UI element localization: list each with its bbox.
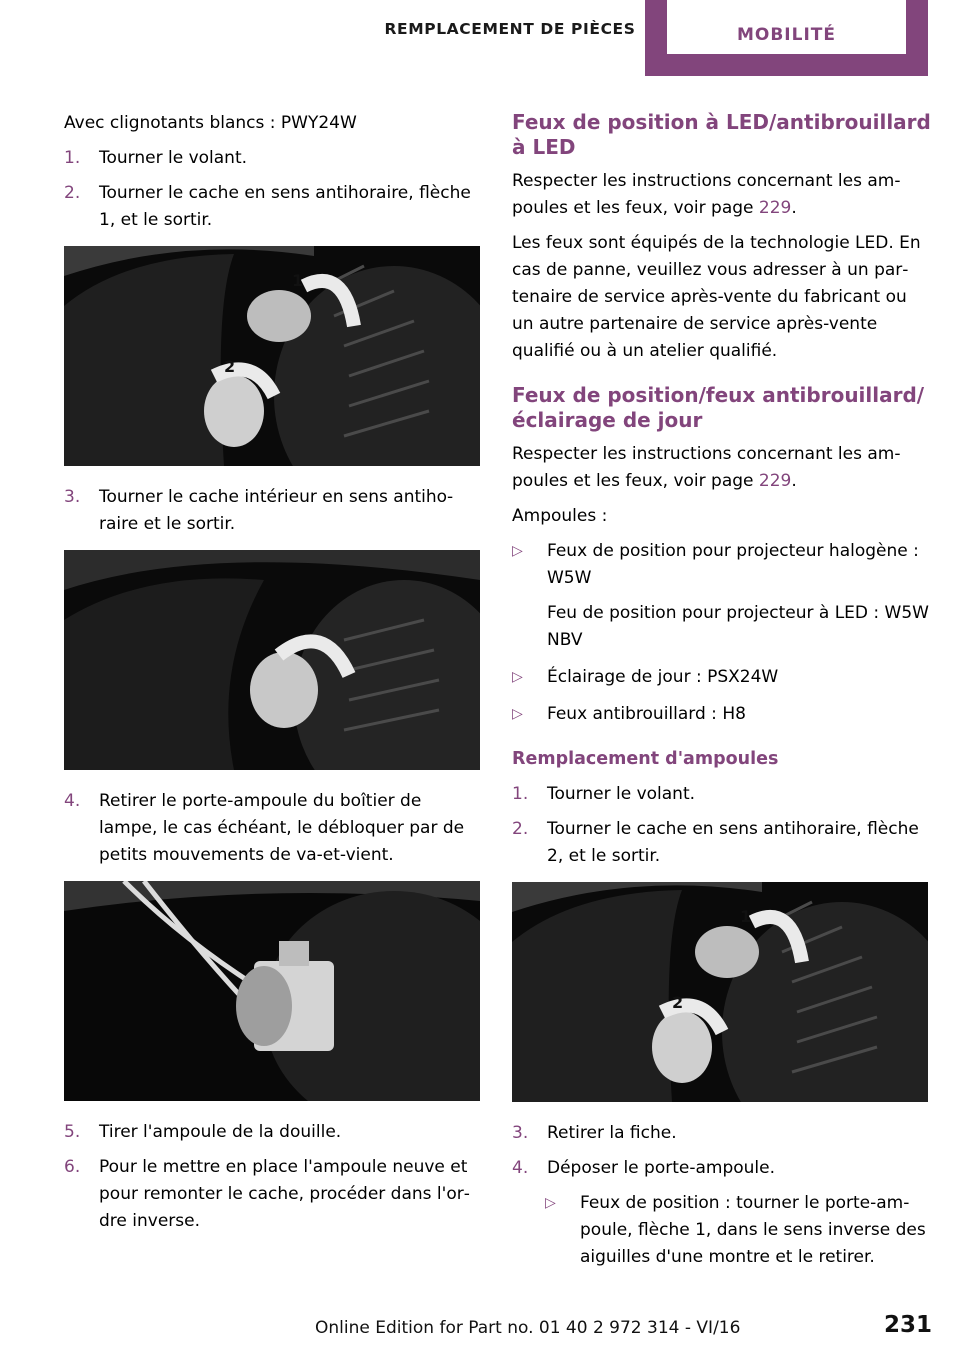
step-text: Déposer le porte-ampoule. bbox=[547, 1158, 776, 1178]
list-item bbox=[512, 781, 932, 808]
step-number: 3. bbox=[64, 487, 81, 507]
figure-callout-label: 1 bbox=[740, 907, 752, 926]
step-text: Tourner le volant. bbox=[99, 148, 248, 168]
list-item bbox=[64, 484, 484, 538]
subsection-heading: Remplacement d'ampoules bbox=[512, 749, 779, 769]
figure-cover-arrows-2 bbox=[512, 882, 928, 1102]
page-link[interactable]: 229 bbox=[758, 198, 792, 218]
paragraph: Les feux sont équipés de la technologie LED. En cas de panne, veuillez vous adresser à un partenaire de service après-vente du fabricant ou un autre partenaire de service après-vente qualifié ou à un atelier qualifié. bbox=[512, 233, 921, 361]
paragraph: Respecter les instructions concernant les ampoules et les feux, voir page 229. bbox=[512, 444, 901, 491]
list-item bbox=[64, 788, 484, 869]
list-item bbox=[64, 1119, 484, 1146]
bullet-subtext: Feu de position pour projecteur à LED : W5W NBV bbox=[547, 603, 929, 650]
step-number: 5. bbox=[64, 1122, 81, 1142]
bullet-icon: ▷ bbox=[512, 706, 523, 722]
page-link[interactable]: 229 bbox=[758, 471, 792, 491]
section-heading-position: Feux de position/feux antibrouillard/ éclairage de jour bbox=[512, 383, 925, 432]
list-item bbox=[512, 538, 932, 654]
step-text: Pour le mettre en place l'ampoule neuve et pour remonter le cache, procéder dans l'ordre inverse. bbox=[99, 1157, 470, 1231]
left-column bbox=[64, 110, 484, 1243]
list-item bbox=[512, 816, 932, 870]
step-text: Tourner le cache intérieur en sens antihoraire et le sortir. bbox=[99, 487, 454, 534]
bullet-text: Éclairage de jour : PSX24W bbox=[547, 667, 779, 687]
list-item bbox=[545, 1190, 932, 1271]
bullet-text: Feux de position : tourner le porte-ampoule, flèche 1, dans le sens inverse des aiguilles d'une montre et le retirer. bbox=[580, 1193, 926, 1267]
footer-edition: Online Edition for Part no. 01 40 2 972 314 - VI/16 bbox=[315, 1318, 741, 1338]
bullet-icon: ▷ bbox=[545, 1195, 556, 1211]
step-number: 2. bbox=[64, 183, 81, 203]
bullet-text: Feux antibrouillard : H8 bbox=[547, 704, 746, 724]
chapter-tab bbox=[645, 0, 928, 76]
step-text: Tourner le cache en sens antihoraire, flèche 1, et le sortir. bbox=[99, 183, 471, 230]
list-item bbox=[64, 180, 484, 234]
bullet-icon: ▷ bbox=[512, 543, 523, 559]
page-number: 231 bbox=[884, 1312, 933, 1338]
step-number: 4. bbox=[512, 1158, 529, 1178]
figure-inner-cover bbox=[64, 550, 480, 770]
step-text: Tourner le cache en sens antihoraire, flèche 2, et le sortir. bbox=[547, 819, 919, 866]
step-text: Tourner le volant. bbox=[547, 784, 696, 804]
list-item bbox=[512, 664, 932, 691]
step-number: 1. bbox=[64, 148, 81, 168]
figure-callout-label: 1 bbox=[292, 271, 304, 290]
list-item bbox=[64, 145, 484, 172]
bullet-icon: ▷ bbox=[512, 669, 523, 685]
right-column bbox=[512, 110, 932, 1281]
step-number: 6. bbox=[64, 1157, 81, 1177]
section-heading-led: Feux de position à LED/antibrouillard à LED bbox=[512, 110, 931, 159]
intro-text: Avec clignotants blancs : PWY24W bbox=[64, 113, 357, 133]
paragraph: Respecter les instructions concernant les ampoules et les feux, voir page 229. bbox=[512, 171, 901, 218]
step-number: 4. bbox=[64, 791, 81, 811]
figure-bulb-holder bbox=[64, 881, 480, 1101]
step-number: 1. bbox=[512, 784, 529, 804]
step-number: 3. bbox=[512, 1123, 529, 1143]
figure-callout-label: 2 bbox=[672, 993, 684, 1012]
list-item bbox=[64, 1154, 484, 1235]
ampoules-label: Ampoules : bbox=[512, 506, 608, 526]
list-item bbox=[512, 1120, 932, 1147]
list-item bbox=[512, 1155, 932, 1182]
step-number: 2. bbox=[512, 819, 529, 839]
figure-cover-arrows bbox=[64, 246, 480, 466]
step-text: Retirer la fiche. bbox=[547, 1123, 677, 1143]
step-text: Retirer le porte-ampoule du boîtier de lampe, le cas échéant, le débloquer par de petits mouvements de va-et-vient. bbox=[99, 791, 465, 865]
chapter-tab-label: MOBILITÉ bbox=[667, 0, 906, 54]
bullet-text: Feux de position pour projecteur halogène : W5W bbox=[547, 541, 919, 588]
step-text: Tirer l'ampoule de la douille. bbox=[99, 1122, 342, 1142]
figure-callout-label: 2 bbox=[224, 357, 236, 376]
running-header-section: REMPLACEMENT DE PIÈCES bbox=[384, 20, 636, 38]
list-item bbox=[512, 701, 932, 728]
